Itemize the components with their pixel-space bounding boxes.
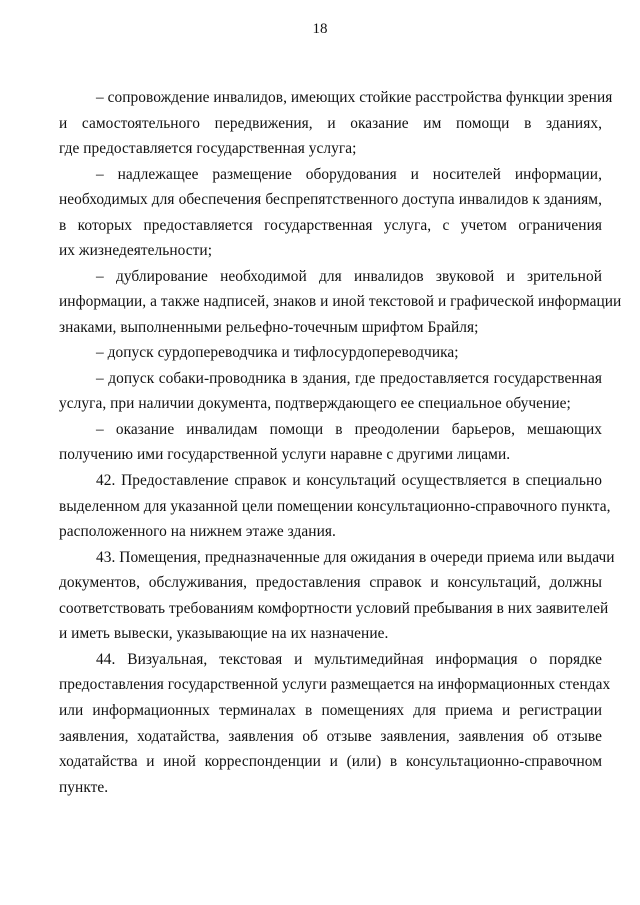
text-line: соответствовать требованиям комфортности условий пребывания в них заявителей	[59, 600, 609, 617]
text-line: предоставления государственной услуги размещается на информационных стендах	[59, 676, 611, 693]
text-line: знаками, выполненными рельефно-точечным шрифтом Брайля;	[59, 319, 479, 336]
text-line: заявления, ходатайства, заявления об отзыве заявления, заявления об отзыве	[59, 728, 602, 745]
text-line: – сопровождение инвалидов, имеющих стойкие расстройства функции зрения	[96, 89, 613, 106]
text-line: выделенном для указанной цели помещении консультационно-справочного пункта,	[59, 498, 611, 515]
page-number: 18	[312, 21, 328, 37]
text-line: 44. Визуальная, текстовая и мультимедийная информация о порядке	[96, 651, 602, 668]
text-line: – допуск сурдопереводчика и тифлосурдопереводчика;	[96, 344, 459, 361]
text-line: информации, а также надписей, знаков и иной текстовой и графической информации	[59, 293, 622, 310]
text-line: где предоставляется государственная услуга;	[59, 140, 357, 157]
text-line: в которых предоставляется государственная услуга, с учетом ограничения	[59, 217, 602, 234]
text-line: получению ими государственной услуги наравне с другими лицами.	[59, 446, 511, 463]
text-line: их жизнедеятельности;	[59, 242, 213, 259]
text-line: расположенного на нижнем этаже здания.	[59, 523, 336, 540]
text-line: и иметь вывески, указывающие на их назначение.	[59, 625, 389, 642]
text-line: и самостоятельного передвижения, и оказание им помощи в зданиях,	[59, 115, 602, 132]
text-line: 43. Помещения, предназначенные для ожидания в очереди приема или выдачи	[96, 549, 615, 566]
text-line: или информационных терминалах в помещениях для приема и регистрации	[59, 702, 602, 719]
text-line: – оказание инвалидам помощи в преодолении барьеров, мешающих	[96, 421, 602, 438]
text-line: 42. Предоставление справок и консультаций осуществляется в специально	[96, 472, 602, 489]
text-line: – дублирование необходимой для инвалидов звуковой и зрительной	[96, 268, 602, 285]
text-line: необходимых для обеспечения беспрепятственного доступа инвалидов к зданиям,	[59, 191, 602, 208]
text-line: – надлежащее размещение оборудования и носителей информации,	[96, 166, 602, 183]
text-line: – допуск собаки-проводника в здания, где предоставляется государственная	[96, 370, 602, 387]
text-line: документов, обслуживания, предоставления справок и консультаций, должны	[59, 574, 602, 591]
text-line: ходатайства и иной корреспонденции и (или) в консультационно-справочном	[59, 753, 602, 770]
text-line: пункте.	[59, 779, 109, 796]
text-line: услуга, при наличии документа, подтверждающего ее специальное обучение;	[59, 395, 571, 412]
